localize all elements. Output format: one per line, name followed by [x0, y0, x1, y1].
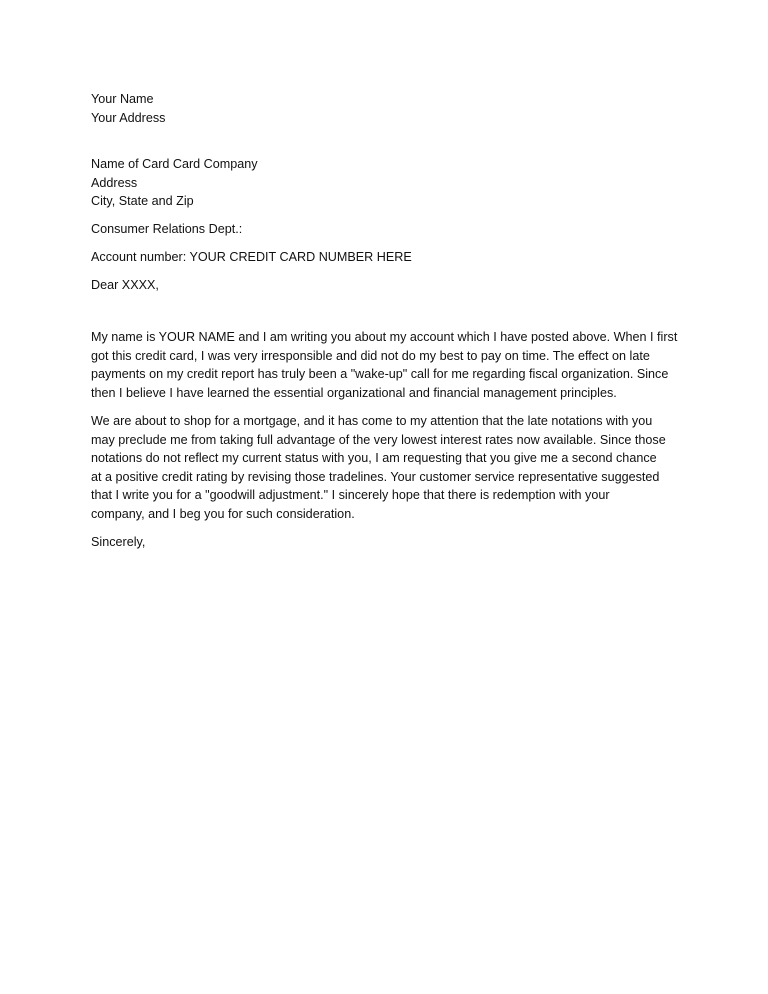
- paragraph-1: [91, 328, 681, 402]
- paragraph-line: then I believe I have learned the essential organizational and financial management principles.: [91, 385, 617, 400]
- paragraph-line: may preclude me from taking full advantage of the very lowest interest rates now available. Since those: [91, 432, 666, 447]
- account-number-text: Account number: YOUR CREDIT CARD NUMBER HERE: [91, 250, 412, 264]
- department-line: [91, 220, 681, 239]
- salutation-text: Dear XXXX,: [91, 277, 159, 292]
- sender-block: [91, 90, 681, 127]
- recipient-address: Address: [91, 175, 138, 190]
- closing: [91, 533, 681, 552]
- paragraph-line: that I write you for a "goodwill adjustment." I sincerely hope that there is redemption with your: [91, 488, 610, 502]
- recipient-block: [91, 155, 681, 211]
- paragraph-line: We are about to shop for a mortgage, and it has come to my attention that the late notations with you: [91, 414, 653, 428]
- department-text: Consumer Relations Dept.:: [91, 221, 243, 236]
- paragraph-line: payments on my credit report has truly been a "wake-up" call for me regarding fiscal organization. Since: [91, 367, 669, 381]
- account-number-line: [91, 248, 681, 267]
- paragraph-line: notations do not reflect my current status with you, I am requesting that you give me a second chance: [91, 451, 657, 465]
- recipient-company: Name of Card Card Company: [91, 157, 258, 171]
- paragraph-line: company, and I beg you for such consideration.: [91, 506, 355, 521]
- recipient-city-state-zip: City, State and Zip: [91, 194, 194, 208]
- paragraph-line: at a positive credit rating by revising those tradelines. Your customer service representative suggested: [91, 469, 660, 484]
- letter-body: [91, 90, 681, 552]
- sender-name: Your Name: [91, 92, 154, 106]
- closing-text: Sincerely,: [91, 535, 146, 549]
- sender-address: Your Address: [91, 110, 166, 125]
- paragraph-line: My name is YOUR NAME and I am writing you about my account which I have posted above. When I first: [91, 330, 678, 344]
- salutation: [91, 276, 681, 295]
- paragraph-2: [91, 412, 681, 523]
- paragraph-line: got this credit card, I was very irresponsible and did not do my best to pay on time. The effect on late: [91, 348, 650, 363]
